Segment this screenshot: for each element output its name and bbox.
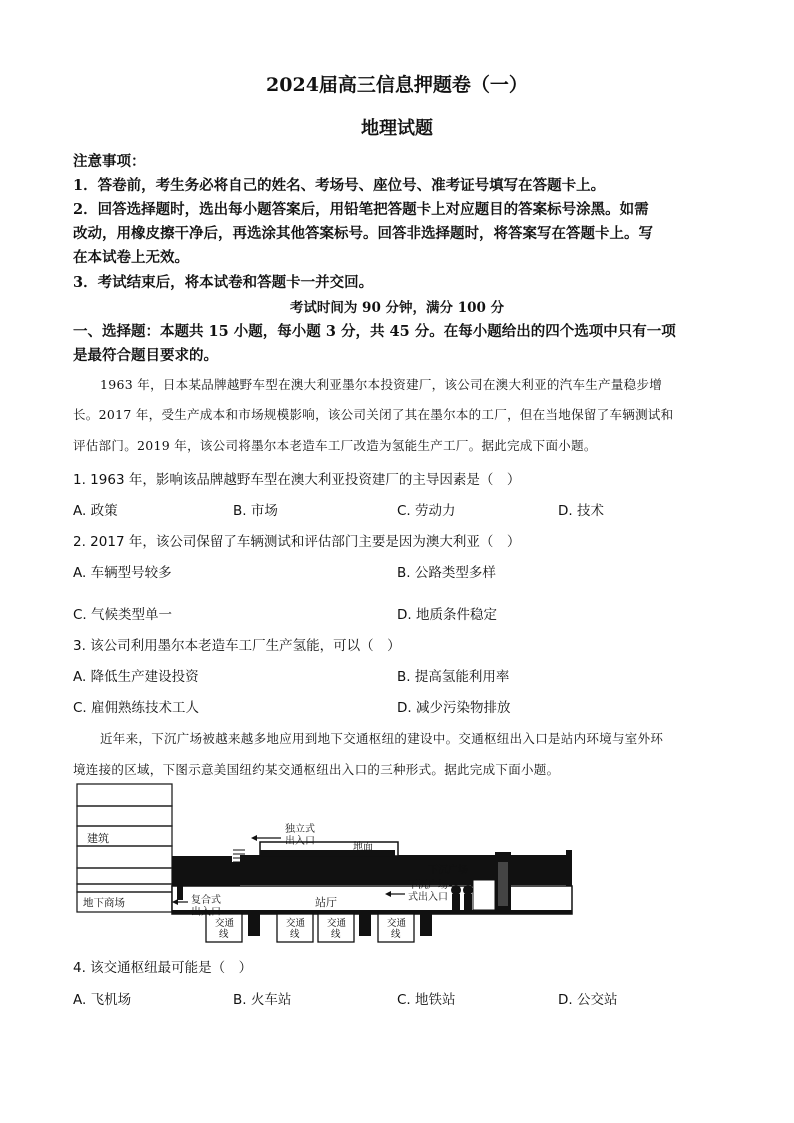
option: C. 雇佣熟练技术工人 — [73, 700, 200, 716]
arrow-head-icon — [251, 835, 257, 841]
ground-slab — [172, 856, 232, 886]
question-stem: 3. 该公司利用墨尔本老造车工厂生产氢能，可以（ ） — [73, 638, 401, 654]
notice-item: 改动，用橡皮擦干净后，再选涂其他答案标号。回答非选择题时，将答案写在答题卡上。写 — [73, 225, 653, 242]
option: C. 地铁站 — [397, 992, 456, 1008]
plaza-pit — [473, 880, 495, 910]
option: D. 地质条件稳定 — [397, 607, 497, 623]
notice-item: 1．答卷前，考生务必将自己的姓名、考场号、座位号、准考证号填写在答题卡上。 — [73, 177, 606, 194]
track-label: 交通 — [215, 918, 235, 929]
notice-item: 2．回答选择题时，选出每小题答案后，用铅笔把答题卡上对应题目的答案标号涂黑。如需 — [73, 201, 649, 218]
question-stem: 1. 1963 年，影响该品牌越野车型在澳大利亚投资建厂的主导因素是（ ） — [73, 472, 521, 488]
passage-line: 近年来，下沉广场被越来越多地应用到地下交通枢纽的建设中。交通枢纽出入口是站内环境与室外环 — [100, 731, 664, 746]
option: A. 飞机场 — [73, 992, 132, 1008]
option: B. 火车站 — [233, 992, 292, 1008]
option: D. 技术 — [558, 503, 604, 519]
track-label: 线 — [290, 929, 300, 940]
transit-hub-diagram — [73, 780, 733, 950]
track-label: 交通 — [327, 918, 347, 929]
notice-item: 在本试卷上无效。 — [73, 249, 189, 266]
option: A. 政策 — [73, 503, 118, 519]
subject-title: 地理试题 — [361, 118, 433, 139]
option: C. 劳动力 — [397, 503, 456, 519]
track-label: 线 — [391, 929, 401, 940]
question-stem: 2. 2017 年，该公司保留了车辆测试和评估部门主要是因为澳大利亚（ ） — [73, 534, 521, 550]
option: B. 公路类型多样 — [397, 565, 496, 581]
compound-label: 复合式 — [191, 895, 221, 906]
ground-label: 地面 — [353, 842, 373, 853]
option: B. 市场 — [233, 503, 278, 519]
entrance-roof-bar — [260, 850, 395, 856]
track-label: 交通 — [387, 918, 407, 929]
standalone-label: 独立式 — [285, 824, 315, 835]
track-label: 线 — [331, 929, 341, 940]
sunken-label: 下沉广场 — [408, 880, 448, 891]
hall-label: 站厅 — [315, 896, 337, 909]
option: D. 减少污染物排放 — [397, 700, 511, 716]
option: B. 提高氢能利用率 — [397, 669, 510, 685]
question-stem: 4. 该交通枢纽最可能是（ ） — [73, 960, 253, 976]
exam-title: 2024届高三信息押题卷（一） — [266, 74, 528, 96]
plaza-label: 下沉广场 — [428, 865, 468, 876]
track-label: 线 — [219, 929, 229, 940]
mall-label: 地下商场 — [83, 897, 125, 909]
passage-line: 1963 年，日本某品牌越野车型在澳大利亚墨尔本投资建厂，该公司在澳大利亚的汽车生产量稳步增 — [100, 377, 663, 392]
section-heading-cont: 是最符合题目要求的。 — [73, 347, 218, 364]
compound-label: 出入口 — [191, 907, 221, 918]
option: D. 公交站 — [558, 992, 618, 1008]
right-tower-window — [498, 862, 508, 906]
passage-line: 境连接的区域，下图示意美国纽约某交通枢纽出入口的三种形式。据此完成下面小题。 — [73, 762, 560, 777]
sunken-label: 式出入口 — [408, 892, 448, 903]
building-label: 建筑 — [87, 832, 109, 845]
section-heading: 一、选择题：本题共 15 小题，每小题 3 分，共 45 分。在每小题给出的四个选项中只有一项 — [73, 323, 676, 340]
passage-line: 评估部门。2019 年，该公司将墨尔本老造车工厂改造为氢能生产工厂。据此完成下面小题。 — [73, 438, 597, 453]
option: A. 车辆型号较多 — [73, 565, 172, 581]
time-info: 考试时间为 90 分钟，满分 100 分 — [289, 300, 505, 316]
option: C. 气候类型单一 — [73, 607, 173, 623]
notice-item: 3．考试结束后，将本试卷和答题卡一并交回。 — [73, 274, 374, 291]
building — [77, 784, 172, 912]
compound-door — [177, 886, 183, 900]
notice-heading: 注意事项： — [73, 153, 146, 170]
standalone-label: 出入口 — [285, 836, 315, 847]
station-hall — [172, 886, 572, 914]
track-label: 交通 — [286, 918, 306, 929]
option: A. 降低生产建设投资 — [73, 669, 199, 685]
passage-line: 长。2017 年，受生产成本和市场规模影响，该公司关闭了其在墨尔本的工厂，但在当地保留了车辆测试和 — [73, 407, 674, 422]
ground-slab — [240, 855, 568, 885]
